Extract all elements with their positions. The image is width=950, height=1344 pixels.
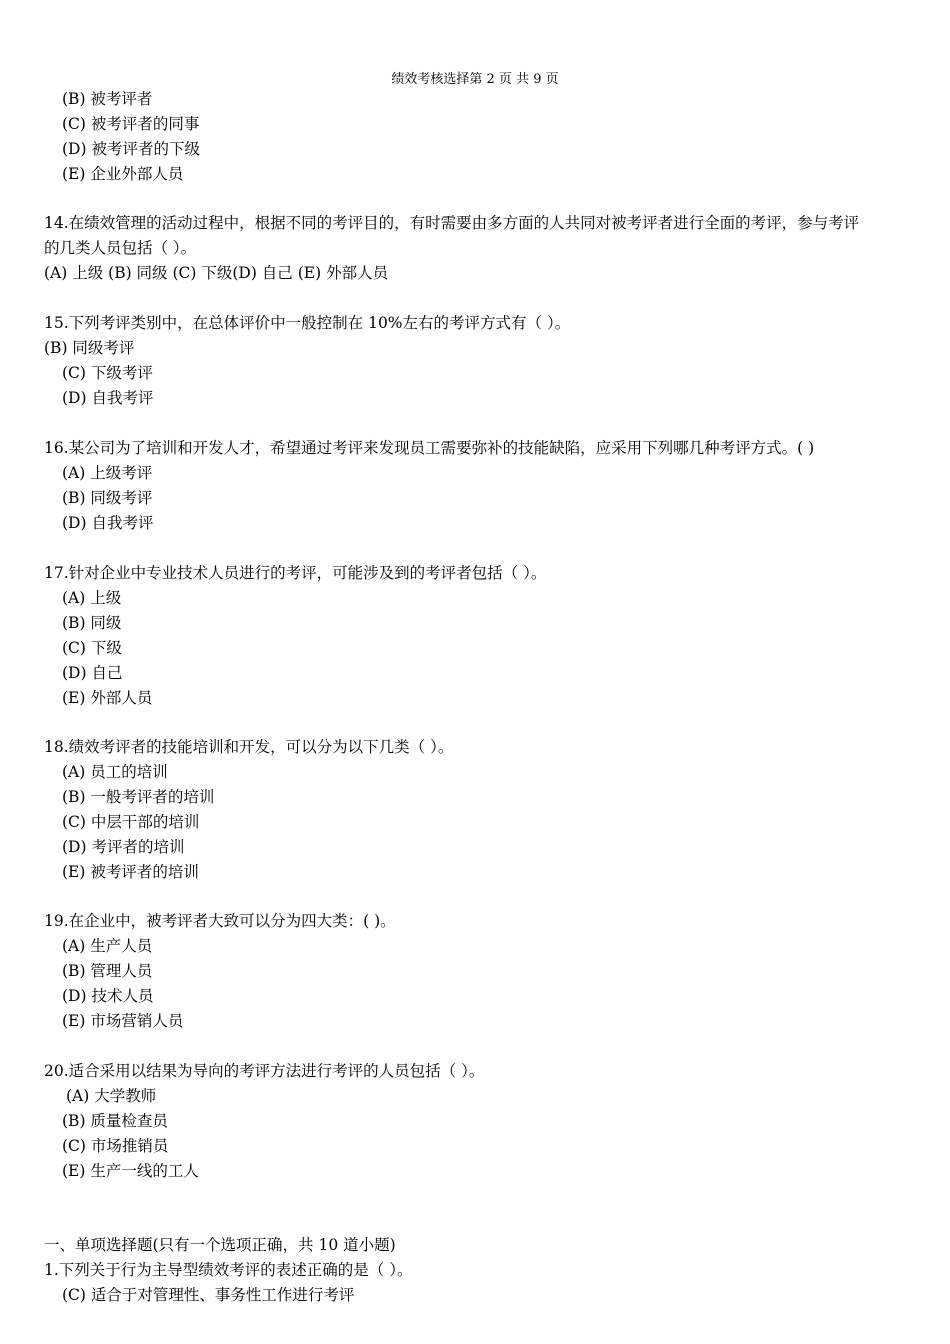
question-text: 的几类人员包括（ ）。 <box>44 239 197 257</box>
question-text: 17.针对企业中专业技术人员进行的考评，可能涉及到的考评者包括（ ）。 <box>44 564 547 582</box>
option-line: (C) 中层干部的培训 <box>62 813 200 831</box>
question-text: 16.某公司为了培训和开发人才，希望通过考评来发现员工需要弥补的技能缺陷，应采用下列哪几种考评方式。( ) <box>44 439 815 457</box>
question-text: 20.适合采用以结果为导向的考评方法进行考评的人员包括（ ）。 <box>44 1062 485 1080</box>
option-line: (C) 下级 <box>62 639 122 657</box>
question-text: 19.在企业中，被考评者大致可以分为四大类：( )。 <box>44 912 396 930</box>
question-text: 14.在绩效管理的活动过程中，根据不同的考评目的，有时需要由多方面的人共同对被考评者进行全面的考评，参与考评 <box>44 214 860 232</box>
option-line: (C) 下级考评 <box>62 364 153 382</box>
option-line: (B) 质量检查员 <box>62 1112 168 1130</box>
option-line: (E) 生产一线的工人 <box>62 1162 199 1180</box>
option-line: (C) 适合于对管理性、事务性工作进行考评 <box>62 1286 355 1304</box>
option-line: (B) 同级 <box>62 614 122 632</box>
option-line: (D) 自己 <box>62 664 123 682</box>
option-line: (D) 被考评者的下级 <box>62 140 200 158</box>
question-text: 1.下列关于行为主导型绩效考评的表述正确的是（ ）。 <box>44 1261 413 1279</box>
question-text: 15.下列考评类别中，在总体评价中一般控制在 10%左右的考评方式有（ ）。 <box>44 314 571 332</box>
question-text: 18.绩效考评者的技能培训和开发，可以分为以下几类（ ）。 <box>44 738 454 756</box>
option-line: (D) 考评者的培训 <box>62 838 185 856</box>
option-line: (E) 外部人员 <box>62 689 153 707</box>
option-line: (B) 一般考评者的培训 <box>62 788 215 806</box>
option-line: (B) 被考评者 <box>62 90 153 108</box>
option-line: (A) 员工的培训 <box>62 763 168 781</box>
option-line: (E) 市场营销人员 <box>62 1012 184 1030</box>
option-line: (E) 企业外部人员 <box>62 165 184 183</box>
option-line: (D) 自我考评 <box>62 514 154 532</box>
page-header: 绩效考核选择第 2 页 共 9 页 <box>391 72 559 87</box>
option-line: (B) 同级考评 <box>62 489 153 507</box>
option-line: (C) 被考评者的同事 <box>62 115 200 133</box>
option-line: (B) 同级考评 <box>44 339 135 357</box>
option-line: (A) 上级考评 <box>62 464 153 482</box>
option-line: (E) 被考评者的培训 <box>62 863 199 881</box>
option-line: (A) 上级 <box>62 589 122 607</box>
option-line: (C) 市场推销员 <box>62 1137 169 1155</box>
option-line: (A) 上级 (B) 同级 (C) 下级(D) 自己 (E) 外部人员 <box>44 264 389 282</box>
option-line: (B) 管理人员 <box>62 962 153 980</box>
option-line: (A) 大学教师 <box>66 1087 157 1105</box>
option-line: (A) 生产人员 <box>62 937 153 955</box>
option-line: (D) 技术人员 <box>62 987 154 1005</box>
section-heading: 一、单项选择题(只有一个选项正确，共 10 道小题) <box>44 1236 396 1254</box>
option-line: (D) 自我考评 <box>62 389 154 407</box>
